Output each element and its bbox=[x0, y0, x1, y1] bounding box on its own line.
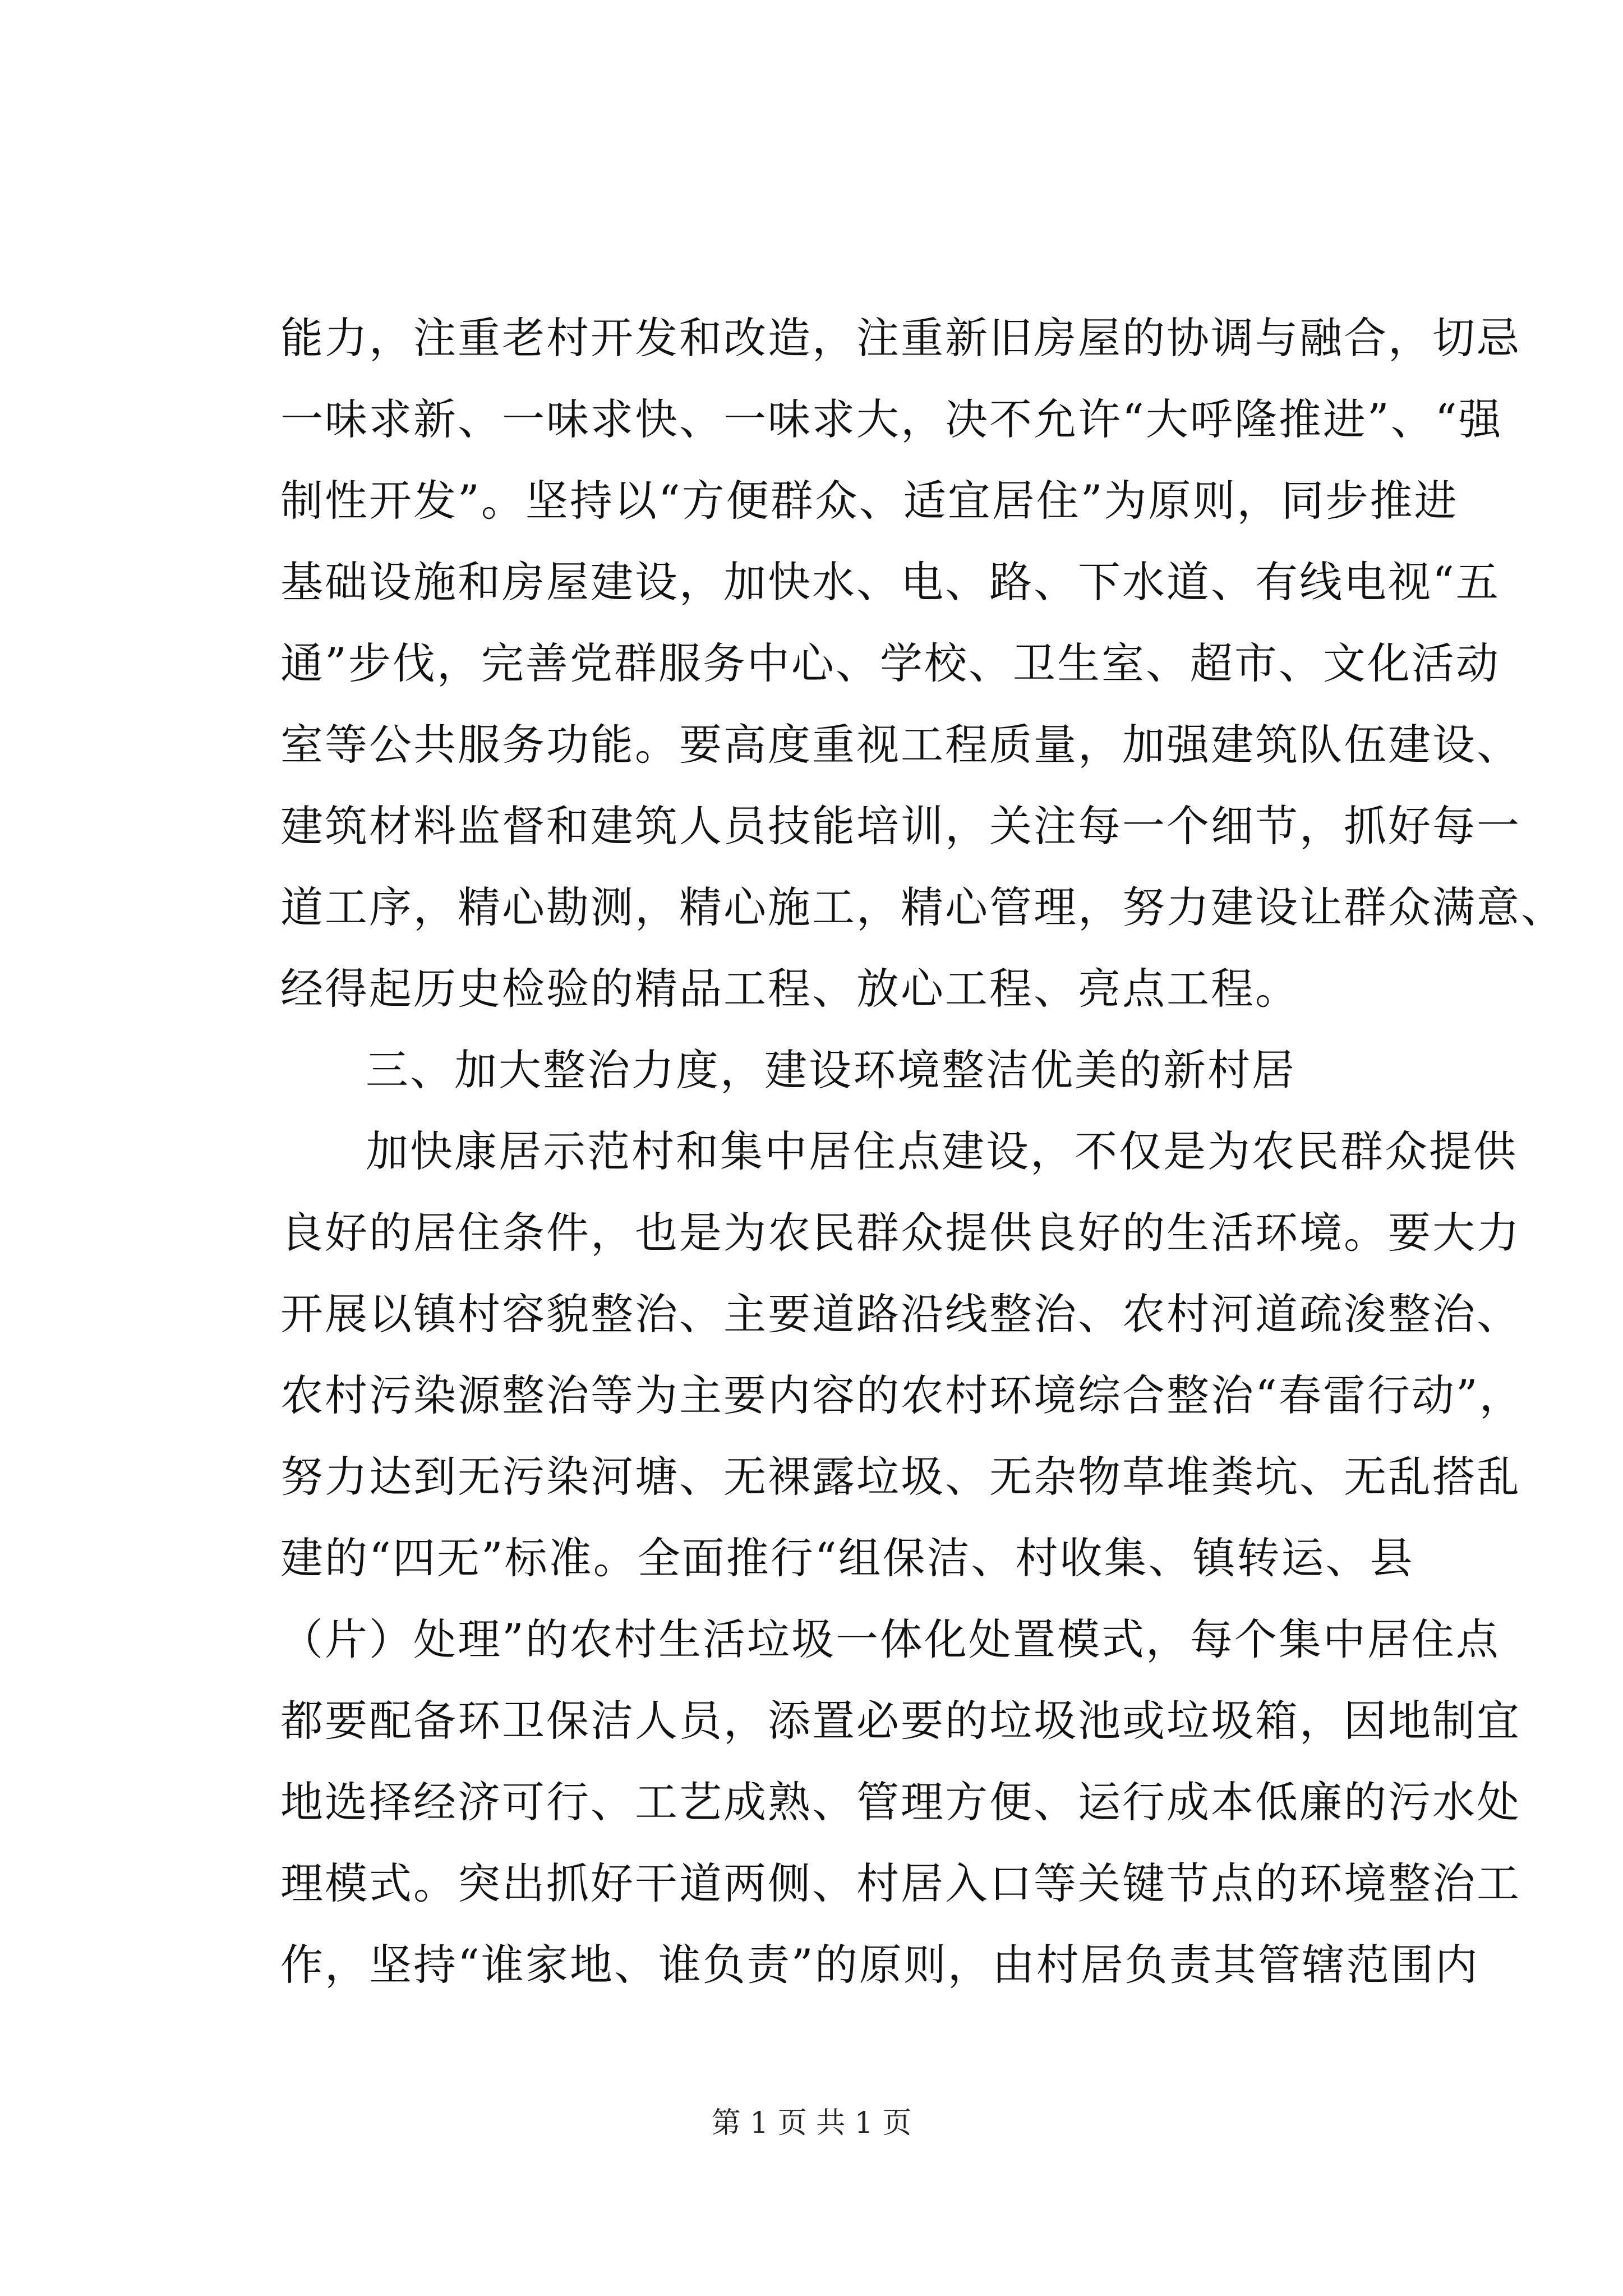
paragraph-line: 理模式。突出抓好干道两侧、村居入口等关键节点的环境整治工 bbox=[280, 1858, 1521, 1908]
section-heading: 三、加大整治力度，建设环境整洁优美的新村居 bbox=[366, 1045, 1296, 1095]
paragraph-line: 经得起历史检验的精品工程、放心工程、亮点工程。 bbox=[280, 964, 1299, 1014]
paragraph-line: 加快康居示范村和集中居住点建设，不仅是为农民群众提供 bbox=[366, 1126, 1518, 1176]
paragraph-line: 都要配备环卫保洁人员，添置必要的垃圾池或垃圾箱，因地制宜 bbox=[280, 1696, 1521, 1746]
paragraph-line: 良好的居住条件，也是为农民群众提供良好的生活环境。要大力 bbox=[280, 1208, 1521, 1258]
document-body bbox=[280, 297, 1565, 2005]
paragraph-line: 道工序，精心勘测，精心施工，精心管理，努力建设让群众满意、 bbox=[280, 882, 1565, 932]
page-number-label: 第 1 页 共 1 页 bbox=[711, 2106, 912, 2140]
paragraph-line: 能力，注重老村开发和改造，注重新旧房屋的协调与融合，切忌 bbox=[280, 313, 1521, 363]
paragraph-line: 农村污染源整治等为主要内容的农村环境综合整治“春雷行动”， bbox=[280, 1370, 1524, 1420]
page-footer bbox=[0, 2104, 1623, 2143]
paragraph-line: 地选择经济可行、工艺成熟、管理方便、运行成本低廉的污水处 bbox=[280, 1777, 1521, 1827]
paragraph-line: 室等公共服务功能。要高度重视工程质量，加强建筑队伍建设、 bbox=[280, 720, 1521, 770]
paragraph-line: 作，坚持“谁家地、谁负责”的原则，由村居负责其管辖范围内 bbox=[280, 1940, 1479, 1990]
paragraph-line: 努力达到无污染河塘、无裸露垃圾、无杂物草堆粪坑、无乱搭乱 bbox=[280, 1452, 1521, 1502]
paragraph-line: 制性开发”。坚持以“方便群众、适宜居住”为原则，同步推进 bbox=[280, 476, 1459, 526]
paragraph-line: 建的“四无”标准。全面推行“组保洁、村收集、镇转运、县 bbox=[280, 1533, 1414, 1583]
paragraph-line: （片）处理”的农村生活垃圾一体化处置模式，每个集中居住点 bbox=[280, 1614, 1500, 1664]
paragraph-line: 通”步伐，完善党群服务中心、学校、卫生室、超市、文化活动 bbox=[280, 638, 1500, 688]
paragraph-line: 开展以镇村容貌整治、主要道路沿线整治、农村河道疏浚整治、 bbox=[280, 1289, 1521, 1339]
paragraph-line: 建筑材料监督和建筑人员技能培训，关注每一个细节，抓好每一 bbox=[280, 801, 1521, 851]
paragraph-line: 基础设施和房屋建设，加快水、电、路、下水道、有线电视“五 bbox=[280, 557, 1500, 607]
paragraph-line: 一味求新、一味求快、一味求大，决不允许“大呼隆推进”、“强 bbox=[280, 394, 1503, 444]
